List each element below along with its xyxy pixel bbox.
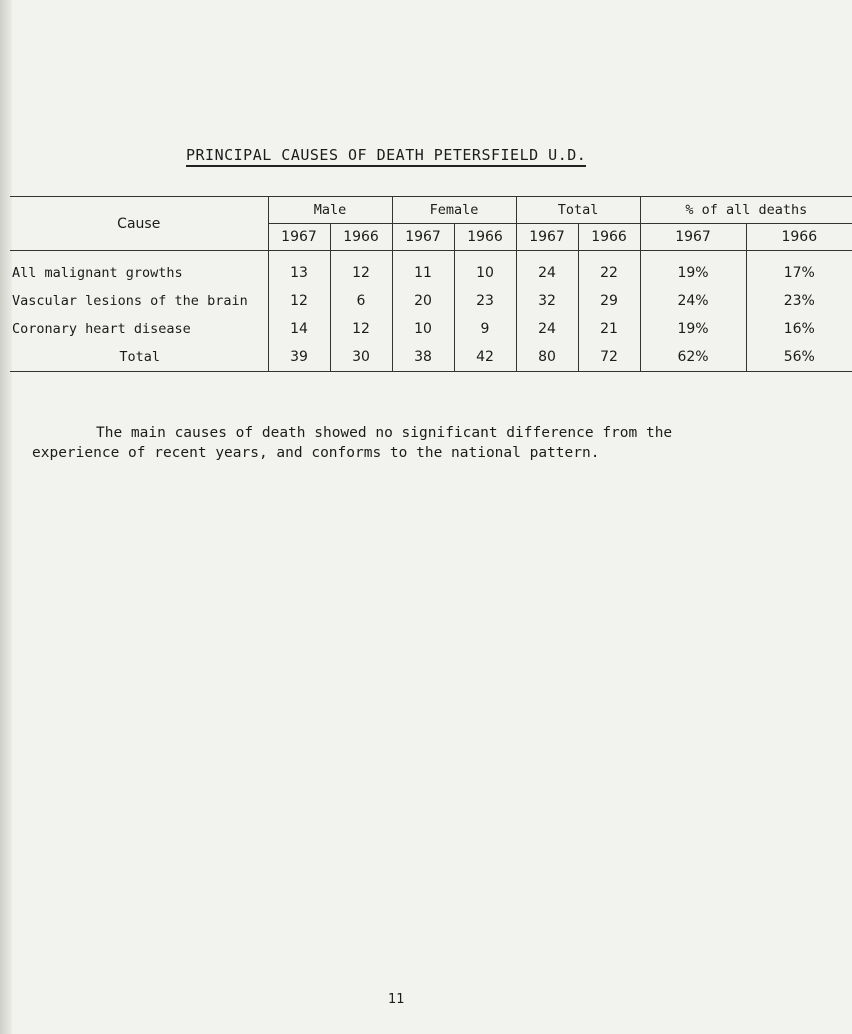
table-cell: 12 xyxy=(330,315,392,343)
table-cell: 11 xyxy=(392,251,454,288)
table-cell: 24 xyxy=(516,315,578,343)
table-cell: 56% xyxy=(746,343,852,372)
table-cell: 6 xyxy=(330,287,392,315)
table-row xyxy=(10,315,852,343)
year-header: 1966 xyxy=(330,224,392,251)
year-header: 1967 xyxy=(268,224,330,251)
page-title: PRINCIPAL CAUSES OF DEATH PETERSFIELD U.D. xyxy=(186,146,586,167)
table-row xyxy=(10,251,852,288)
table-cell: 10 xyxy=(392,315,454,343)
table-cell: 72 xyxy=(578,343,640,372)
table-row-total xyxy=(10,343,852,372)
year-header: 1966 xyxy=(578,224,640,251)
table-cell: 42 xyxy=(454,343,516,372)
table-cell: 24 xyxy=(516,251,578,288)
table-cell: 13 xyxy=(268,251,330,288)
row-cause-label: Coronary heart disease xyxy=(12,321,191,337)
table-cell: 62% xyxy=(640,343,746,372)
table-cell: 21 xyxy=(578,315,640,343)
causes-of-death-table xyxy=(10,196,852,372)
table-cell: 20 xyxy=(392,287,454,315)
table-cell: 22 xyxy=(578,251,640,288)
table-cell: 17% xyxy=(746,251,852,288)
page-number: 11 xyxy=(388,992,405,1007)
page-edge-shadow xyxy=(0,0,12,1034)
table-cell: 10 xyxy=(454,251,516,288)
row-cause-label: Total xyxy=(10,343,268,372)
table-cell: 38 xyxy=(392,343,454,372)
row-cause-label: Vascular lesions of the brain xyxy=(12,293,248,309)
year-header: 1967 xyxy=(392,224,454,251)
cause-column-header: Cause xyxy=(10,197,268,251)
table-cell: 29 xyxy=(578,287,640,315)
group-header-total: Total xyxy=(516,197,640,224)
table-cell: 23 xyxy=(454,287,516,315)
table-cell: 80 xyxy=(516,343,578,372)
table-cell: 12 xyxy=(268,287,330,315)
table-cell: 9 xyxy=(454,315,516,343)
table-header-groups xyxy=(10,197,852,224)
year-header: 1967 xyxy=(516,224,578,251)
table-cell: 12 xyxy=(330,251,392,288)
group-header-male: Male xyxy=(268,197,392,224)
group-header-percent: % of all deaths xyxy=(640,197,852,224)
table-cell: 32 xyxy=(516,287,578,315)
table-cell: 23% xyxy=(746,287,852,315)
year-header: 1966 xyxy=(746,224,852,251)
table-cell: 16% xyxy=(746,315,852,343)
table-row xyxy=(10,287,852,315)
summary-paragraph: The main causes of death showed no significant difference from the experience of recent years, and conforms to the national pattern. xyxy=(32,424,673,461)
table-cell: 39 xyxy=(268,343,330,372)
row-cause-label: All malignant growths xyxy=(12,265,183,281)
table-cell: 24% xyxy=(640,287,746,315)
year-header: 1967 xyxy=(640,224,746,251)
table-cell: 30 xyxy=(330,343,392,372)
table-cell: 19% xyxy=(640,251,746,288)
table-cell: 19% xyxy=(640,315,746,343)
year-header: 1966 xyxy=(454,224,516,251)
group-header-female: Female xyxy=(392,197,516,224)
table-cell: 14 xyxy=(268,315,330,343)
